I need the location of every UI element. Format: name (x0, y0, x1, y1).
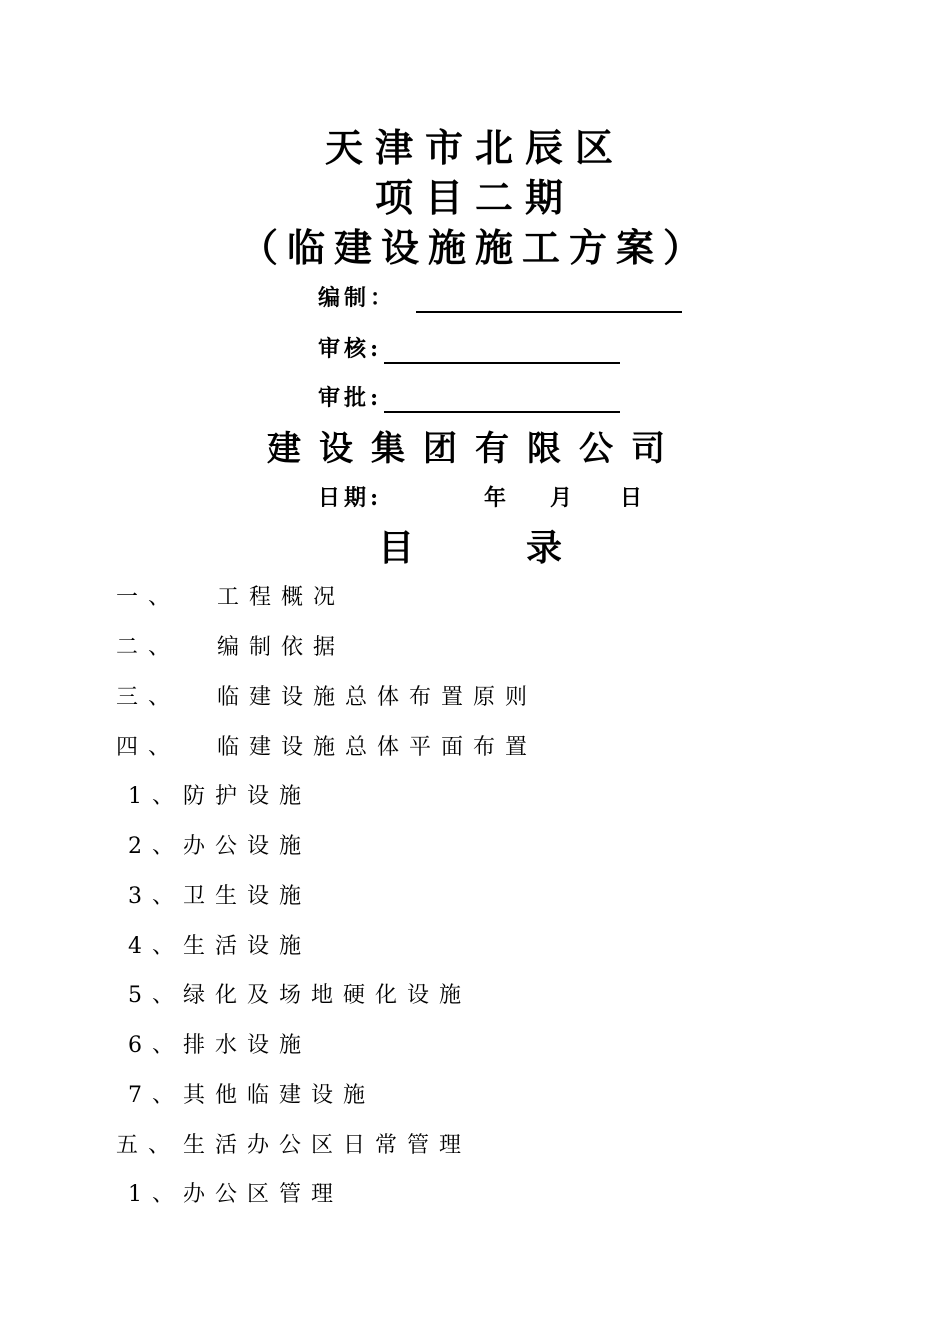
date-label: 日期: (318, 485, 383, 511)
reviewed-by-blank (384, 340, 620, 364)
toc-item-text: 排水设施 (183, 1033, 312, 1058)
company-name: 建设集团有限公司 (267, 429, 683, 469)
toc-item-number: 4、 (128, 934, 184, 959)
toc-item-text: 绿化及场地硬化设施 (183, 983, 472, 1008)
date-month: 月 (550, 485, 573, 511)
toc-item-text: 生活办公区日常管理 (183, 1133, 472, 1158)
toc-item-text: 工程概况 (217, 585, 346, 610)
date-year: 年 (484, 485, 507, 511)
prepared-by-blank (416, 289, 682, 313)
toc-item-text: 其他临建设施 (183, 1083, 376, 1108)
toc-title-char-1: 目 (378, 527, 415, 569)
title-line-1: 天津市北辰区 (324, 125, 625, 170)
toc-item-text: 办公设施 (183, 834, 312, 859)
toc-item-text: 临建设施总体平面布置 (217, 735, 538, 760)
title-line-3: （临建设施施工方案） (239, 225, 710, 270)
approved-by-blank (384, 389, 620, 413)
toc-item-number: 1、 (128, 1182, 184, 1207)
toc-item-number: 三、 (116, 685, 181, 710)
toc-item-number: 3、 (128, 884, 184, 909)
prepared-by-label: 编制： (318, 285, 397, 311)
approved-by-row (318, 383, 620, 413)
toc-item-number: 7、 (128, 1083, 184, 1108)
prepared-by-row (318, 283, 682, 313)
toc-item-number: 四、 (116, 735, 181, 760)
toc-item-text: 临建设施总体布置原则 (217, 685, 538, 710)
toc-item-text: 生活设施 (183, 934, 312, 959)
title-line-2: 项目二期 (374, 175, 575, 220)
toc-item-number: 一、 (116, 585, 181, 610)
toc-item-number: 5、 (128, 983, 184, 1008)
toc-item-number: 6、 (128, 1033, 184, 1058)
toc-item-text: 办公区管理 (183, 1182, 344, 1207)
toc-item-number: 二、 (116, 635, 181, 660)
toc-item-number: 2、 (128, 834, 184, 859)
toc-item-text: 编制依据 (217, 635, 346, 660)
toc-title-char-2: 录 (526, 527, 563, 569)
toc-item-number: 五、 (116, 1133, 181, 1158)
toc-item-number: 1、 (128, 784, 184, 809)
approved-by-label: 审批: (318, 385, 383, 411)
date-day: 日 (620, 485, 643, 511)
reviewed-by-label: 审核: (318, 336, 383, 362)
toc-item-text: 防护设施 (183, 784, 312, 809)
toc-item-text: 卫生设施 (183, 884, 312, 909)
reviewed-by-row (318, 334, 620, 364)
